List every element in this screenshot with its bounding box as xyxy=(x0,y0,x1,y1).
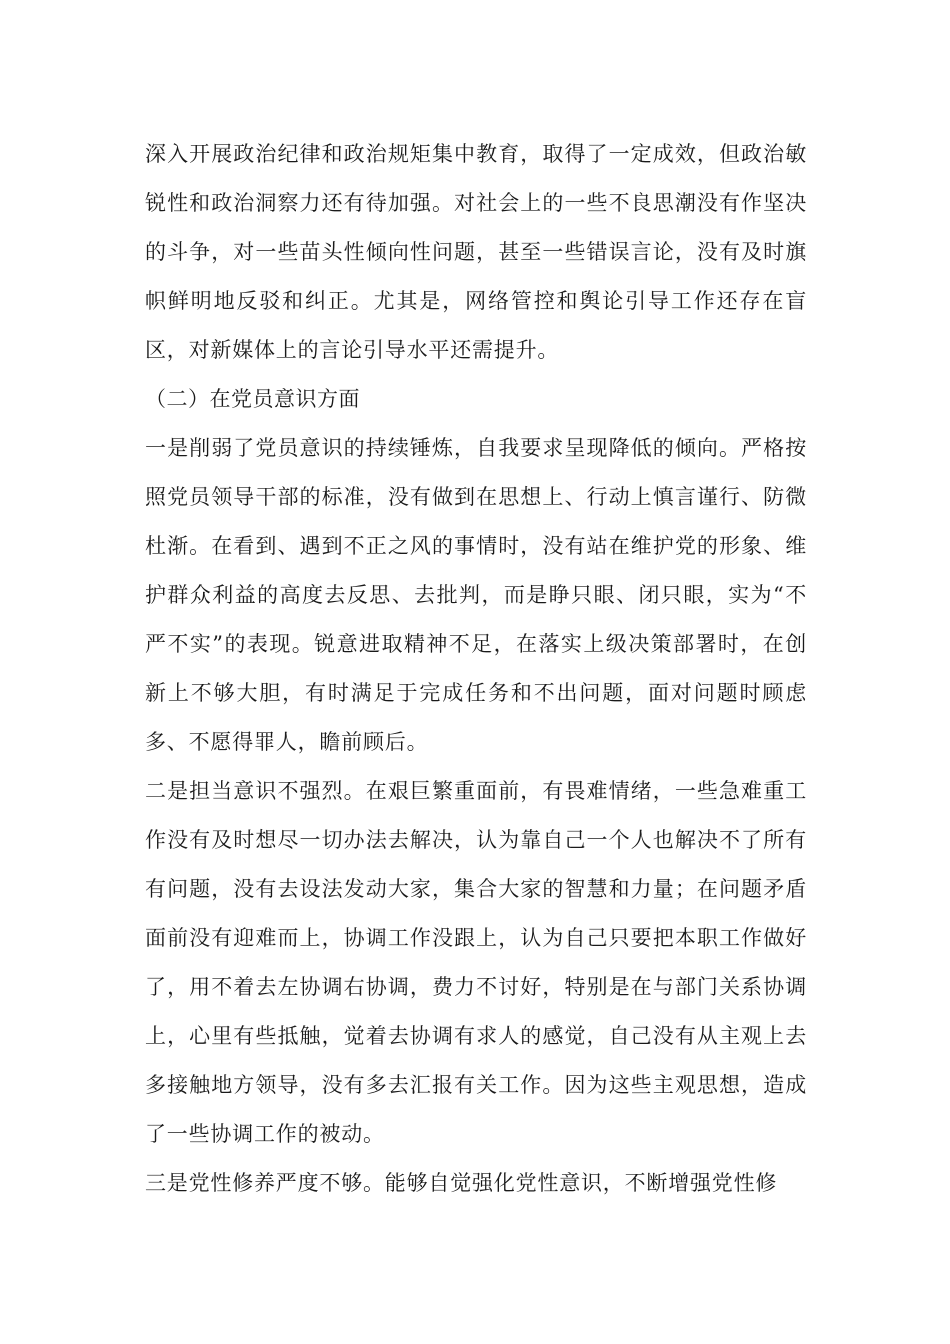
section-heading-party-member-awareness: （二）在党员意识方面 xyxy=(145,387,360,411)
paragraph-point-two: 二是担当意识不强烈。在艰巨繁重面前，有畏难情绪，一些急难重工作没有及时想尽一切办法去解决，认为靠自己一个人也解决不了所有有问题，没有去设法发动大家，集合大家的智慧和力量；在问题矛盾面前没有迎难而上，协调工作没跟上，认为自己只要把本职工作做好了，用不着去左协调右协调，费力不讨好，特别是在与部门关系协调上，心里有些抵触，觉着去协调有求人的感觉，自己没有从主观上去多接触地方领导，没有多去汇报有关工作。因为这些主观思想，造成了一些协调工作的被动。 xyxy=(145,779,807,1146)
paragraph-point-one: 一是削弱了党员意识的持续锤炼，自我要求呈现降低的倾向。严格按照党员领导干部的标准，没有做到在思想上、行动上慎言谨行、防微杜渐。在看到、遇到不正之风的事情时，没有站在维护党的形象、维护群众利益的高度去反思、去批判，而是睁只眼、闭只眼，实为“不严不实”的表现。锐意进取精神不足，在落实上级决策部署时，在创新上不够大胆，有时满足于完成任务和不出问题，面对问题时顾虑多、不愿得罪人，瞻前顾后。 xyxy=(145,436,807,754)
document-body xyxy=(145,130,807,1208)
paragraph-point-three: 三是党性修养严度不够。能够自觉强化党性意识，不断增强党性修 xyxy=(145,1171,778,1195)
paragraph-political-sensitivity: 深入开展政治纪律和政治规矩集中教育，取得了一定成效，但政治敏锐性和政治洞察力还有待加强。对社会上的一些不良思潮没有作坚决的斗争，对一些苗头性倾向性问题，甚至一些错误言论，没有及时旗帜鲜明地反驳和纠正。尤其是，网络管控和舆论引导工作还存在盲区，对新媒体上的言论引导水平还需提升。 xyxy=(145,142,807,362)
